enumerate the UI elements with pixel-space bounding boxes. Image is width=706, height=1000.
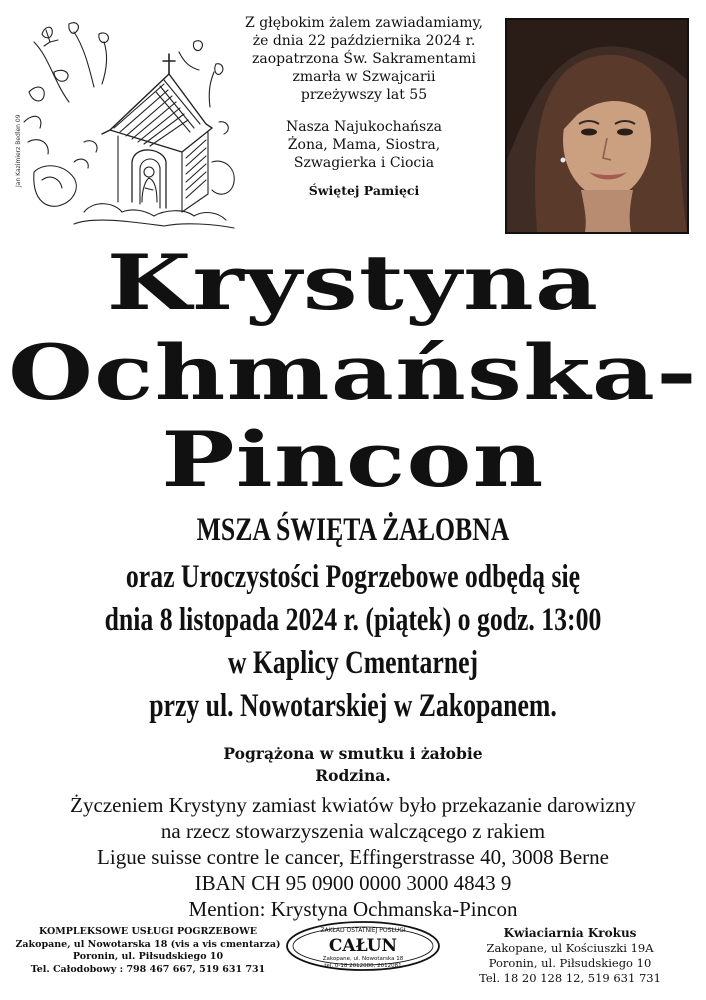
- announcement-intro: [226, 14, 502, 200]
- logo-address: Zakopane, ul. Nowotarska 18: [322, 956, 404, 962]
- logo-phone: tel. 0-18 2012080, 2012081: [324, 963, 402, 969]
- florist-address: Poronin, ul. Piłsudskiego 10: [488, 956, 652, 970]
- florist-address: Zakopane, ul Kościuszki 19A: [486, 941, 654, 955]
- florist-info: [444, 926, 696, 986]
- intro-line: zaopatrzona Św. Sakramentami: [252, 51, 476, 67]
- intro-line: zmarła w Szwajcarii: [292, 69, 436, 85]
- deceased-first-name: Krystyna: [106, 238, 600, 327]
- funeral-services-address: Zakopane, ul Nowotarska 18 (vis a vis cmentarza): [15, 938, 281, 950]
- logo-top-text: ZAKŁAD OSTATNIEJ POSŁUGI: [320, 927, 406, 934]
- logo-name: CAŁUN: [328, 936, 398, 956]
- ceremony-line: oraz Uroczystości Pogrzebowe odbędą się: [125, 559, 581, 595]
- donation-line: na rzecz stowarzyszenia walczącego z rakiem: [160, 819, 546, 843]
- role-line: Szwagierka i Ciocia: [293, 155, 435, 171]
- mourners-line: Pogrążona w smutku i żałobie: [223, 744, 483, 763]
- donation-address: Ligue suisse contre le cancer, Effingerstrasse 40, 3008 Berne: [97, 845, 609, 869]
- deceased-surname-part1: Ochmańska-: [8, 328, 698, 417]
- portrait-photo: [505, 18, 689, 234]
- ceremony-date: dnia 8 listopada 2024 r. (piątek) o godz. 13:00: [104, 602, 602, 638]
- intro-line: przeżywszy lat 55: [300, 87, 428, 103]
- intro-line: że dnia 22 października 2024 r.: [252, 33, 476, 49]
- illustration-signature: Jan Kazimierz Bedlen 09: [15, 114, 22, 187]
- family-signature: Rodzina.: [315, 766, 391, 785]
- calun-logo: [284, 920, 442, 972]
- donation-mention: Mention: Krystyna Ochmanska-Pincon: [188, 897, 518, 921]
- donation-iban: IBAN CH 95 0900 0000 3000 4843 9: [194, 871, 512, 895]
- funeral-services-info: [12, 926, 284, 976]
- mass-title: MSZA ŚWIĘTA ŻAŁOBNA: [196, 512, 510, 548]
- deceased-surname-part2: Pincon: [161, 415, 545, 504]
- ceremony-place: w Kaplicy Cmentarnej: [227, 645, 479, 681]
- role-line: Nasza Najukochańsza: [286, 119, 442, 135]
- ceremony-address: przy ul. Nowotarskiej w Zakopanem.: [149, 688, 557, 724]
- intro-line: Z głębokim żalem zawiadamiamy,: [245, 15, 483, 31]
- funeral-services-title: KOMPLEKSOWE USŁUGI POGRZEBOWE: [39, 926, 257, 937]
- funeral-services-address: Poronin, ul. Piłsudskiego 10: [72, 951, 224, 962]
- florist-title: Kwiaciarnia Krokus: [503, 926, 637, 940]
- chapel-illustration: [14, 12, 244, 237]
- memory-label: Świętej Pamięci: [308, 183, 420, 198]
- funeral-services-phone: Tel. Całodobowy : 798 467 667, 519 631 731: [30, 963, 266, 975]
- donation-line: Życzeniem Krystyny zamiast kwiatów było przekazanie darowizny: [70, 793, 636, 817]
- florist-phone: Tel. 18 20 128 12, 519 631 731: [479, 971, 661, 985]
- role-line: Żona, Mama, Siostra,: [287, 137, 441, 153]
